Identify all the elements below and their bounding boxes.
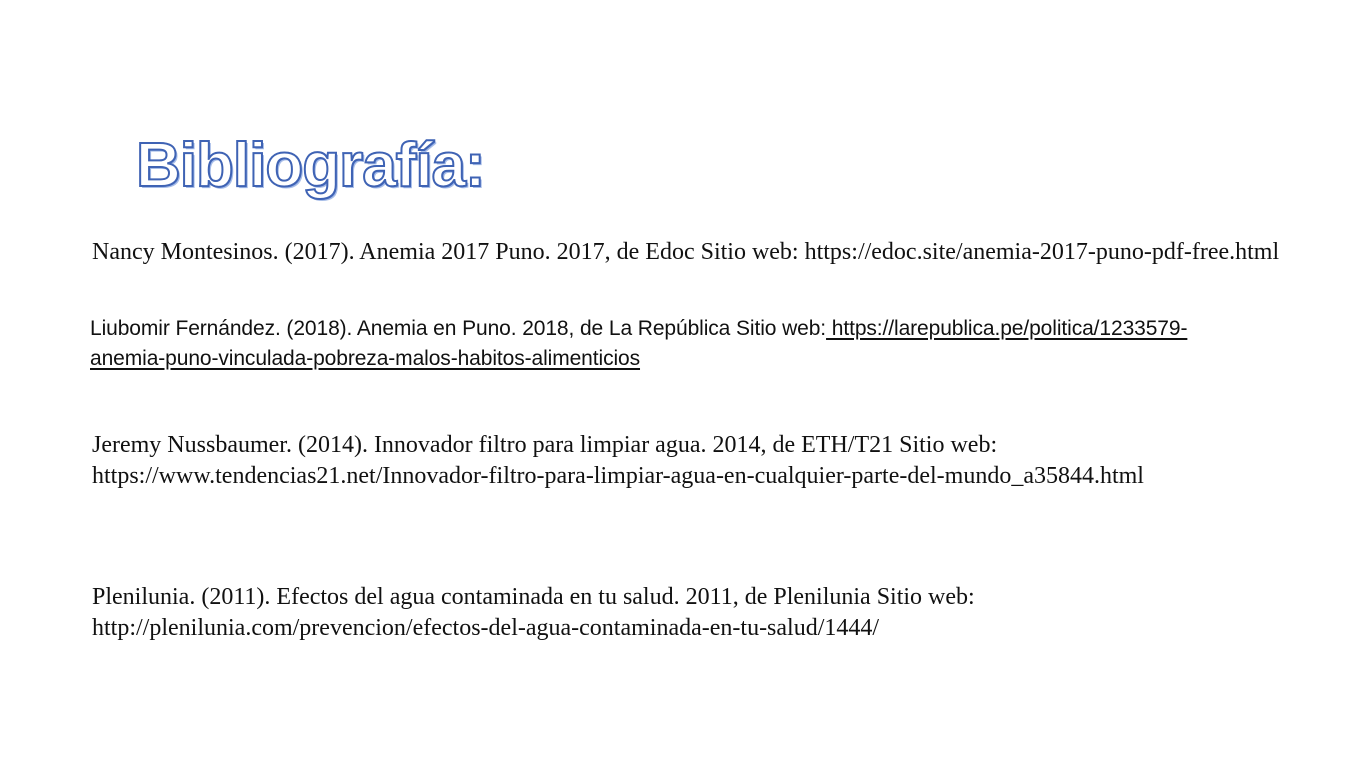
reference-entry-1 [92,237,1279,268]
reference-text: Jeremy Nussbaumer. (2014). Innovador filtro para limpiar agua. 2014, de ETH/T21 Sitio web: [92,432,998,458]
reference-link-continued[interactable]: anemia-puno-vinculada-pobreza-malos-habitos-alimenticios [90,347,641,370]
reference-link[interactable]: https://larepublica.pe/politica/1233579- [826,317,1188,340]
reference-entry-4 [92,582,975,644]
reference-url: https://www.tendencias21.net/Innovador-filtro-para-limpiar-agua-en-cualquier-parte-del-mundo_a35844.html [92,463,1144,489]
reference-text: Plenilunia. (2011). Efectos del agua contaminada en tu salud. 2011, de Plenilunia Sitio web: [92,584,975,610]
page-title: Bibliografía: [136,131,485,200]
reference-line [90,344,1187,374]
reference-url: http://plenilunia.com/prevencion/efectos-del-agua-contaminada-en-tu-salud/1444/ [92,615,880,641]
reference-text: Liubomir Fernández. (2018). Anemia en Puno. 2018, de La República Sitio web: [90,317,827,340]
reference-line [90,314,1187,344]
reference-entry-2 [90,314,1187,374]
reference-text: Nancy Montesinos. (2017). Anemia 2017 Puno. 2017, de Edoc Sitio web: https://edoc.site/anemia-2017-puno-pdf-free.html [92,239,1280,265]
reference-entry-3 [92,430,1144,492]
